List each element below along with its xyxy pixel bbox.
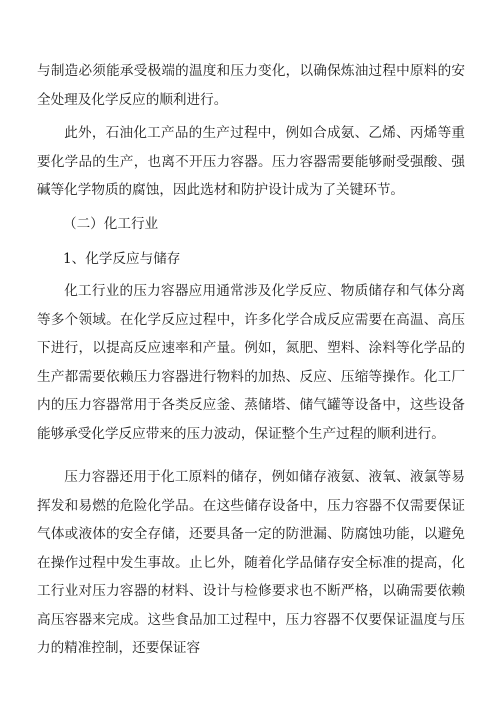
- paragraph-chemical-storage: 压力容器还用于化工原料的储存，例如储存液氨、液氧、液氯等易挥发和易燃的危险化学品。在这些储存设备中，压力容器不仅需要保证气体或液体的安全存储，还要具备一定的防泄漏、防腐蚀功能，以避免在操作过程中发生事故。止匕外，随着化学品储存安全标准的提高，化工行业对压力容器的材料、设计与检修要求也不断严格，以确需要依赖高压容器来完成。这些食品加工过程中，压力容器不仅要保证温度与压力的精准控制，还要保证容: [37, 469, 465, 656]
- section-heading: （二）化工行业: [63, 216, 159, 232]
- paragraph-petrochemical: 此外，石油化工产品的生产过程中，例如合成氨、乙烯、丙烯等重要化学品的生产，也离不开压力容器。压力容器需要能够耐受强酸、强碱等化学物质的腐蚀，因此选材和防护设计成为了关键环节。: [37, 125, 465, 198]
- subsection-heading: 1、化学反应与储存: [63, 251, 181, 267]
- paragraph-chemical-reaction: 化工行业的压力容器应用通常涉及化学反应、物质储存和气体分离等多个领域。在化学反应过程中，许多化学合成反应需要在高温、高压下进行，以提高反应速率和产量。例如，氮肥、塑料、涂料等化学品的生产都需要依赖压力容器进行物料的加热、反应、压缩等操作。化工厂内的压力容器常用于各类反应釜、蒸储塔、储气罐等设备中，这些设备能够承受化学反应带来的压力波动，保证整个生产过程的顺利进行。: [37, 283, 465, 442]
- paragraph-continued: 与制造必须能承受极端的温度和压力变化，以确保炼油过程中原料的安全处理及化学反应的顺利进行。: [37, 63, 465, 108]
